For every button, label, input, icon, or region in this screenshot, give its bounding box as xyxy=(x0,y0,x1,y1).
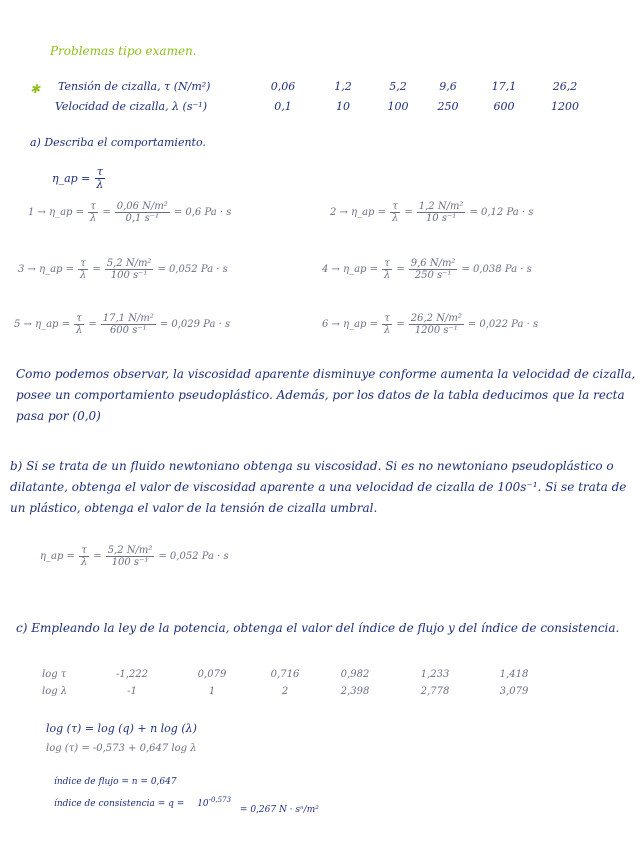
calc-item-5: 5 → η_ap = $\frac{\tau}{\lambda}$ = $\frac{\text{17,1 N/m²}}{\text{600 s⁻¹}}$ = 0,029 Pa · s xyxy=(14,313,231,336)
table-cell: 1200 xyxy=(551,100,579,113)
calc-num: τ xyxy=(392,201,398,212)
calc-result: = 0,6 Pa · s xyxy=(173,207,232,218)
consistency-index xyxy=(54,796,319,815)
calc-num: τ xyxy=(384,313,390,324)
calc-num: τ xyxy=(80,258,86,269)
table-cell: 2,398 xyxy=(340,686,370,697)
calc-num: 1,2 N/m² xyxy=(418,201,464,212)
consistency-exponent: -0,573 xyxy=(208,796,232,804)
calc-prefix: η_ap = xyxy=(40,551,75,562)
calc-item-4: 4 → η_ap = $\frac{\tau}{\lambda}$ = $\frac{\text{9,6 N/m²}}{\text{250 s⁻¹}}$ = 0,038 Pa · s xyxy=(322,258,532,281)
calc-num: τ xyxy=(81,545,87,556)
table-cell: 0,982 xyxy=(340,669,370,680)
calc-num: 17,1 N/m² xyxy=(102,313,154,324)
formula-denominator: λ xyxy=(96,178,104,192)
calc-den: 1200 s⁻¹ xyxy=(414,325,458,336)
shear-stress-label: Tensión de cizalla, τ (N/m²) xyxy=(58,80,211,93)
calc-result: = 0,022 Pa · s xyxy=(467,319,539,330)
table-cell: 0,079 xyxy=(197,669,227,680)
calc-prefix: 6 → η_ap = xyxy=(322,319,379,330)
consistency-label: índice de consistencia = q = xyxy=(54,799,185,809)
log-lambda-label: log λ xyxy=(42,686,68,697)
table-cell: 2,778 xyxy=(420,686,450,697)
calc-result: = 0,052 Pa · s xyxy=(157,264,228,275)
calc-result: = 0,029 Pa · s xyxy=(159,319,231,330)
table-cell: 1,2 xyxy=(334,80,352,93)
calc-prefix: 4 → η_ap = xyxy=(322,264,379,275)
table-cell: 26,2 xyxy=(552,80,578,93)
calc-den: λ xyxy=(392,213,399,224)
part-b-calculation: η_ap = $\frac{\tau}{\lambda}$ = $\frac{\text{5,2 N/m²}}{\text{100 s⁻¹}}$ = 0,052 Pa · s xyxy=(40,545,229,568)
table-cell: 17,1 xyxy=(491,80,517,93)
formula-lhs: η_ap = xyxy=(52,172,91,186)
part-b-heading: b) Si se trata de un fluido newtoniano obtenga su viscosidad. Si es no newtoniano pseudoplástico o dilatante, obtenga el valor de viscosidad aparente a una velocidad de cizalla de 100s⁻¹. Si se trata de un plástico, obtenga el valor de la tensión de cizalla umbral. xyxy=(10,459,627,515)
table-cell: 100 xyxy=(387,100,409,113)
calc-num: 26,2 N/m² xyxy=(410,313,462,324)
page-title: Problemas tipo examen. xyxy=(50,44,197,58)
flow-index: índice de flujo = n = 0,647 xyxy=(54,777,177,787)
part-a-conclusion: Como podemos observar, la viscosidad aparente disminuye conforme aumenta la velocidad de cizalla, posee un comportamiento pseudoplástico. Además, por los datos de la tabla deducimos que la recta pasa por (0,0) xyxy=(16,367,636,423)
table-cell: 1 xyxy=(208,686,216,697)
calc-den: 0,1 s⁻¹ xyxy=(125,213,160,224)
calc-result: = 0,12 Pa · s xyxy=(469,207,534,218)
calc-result: = 0,038 Pa · s xyxy=(461,264,532,275)
calc-num: τ xyxy=(90,201,96,212)
table-cell: 1,418 xyxy=(499,669,529,680)
calc-prefix: 5 → η_ap = xyxy=(14,319,71,330)
table-cell: 3,079 xyxy=(499,686,529,697)
calc-den: 600 s⁻¹ xyxy=(109,325,147,336)
calc-den: λ xyxy=(384,325,391,336)
calc-num: τ xyxy=(384,258,390,269)
calc-item-6: 6 → η_ap = $\frac{\tau}{\lambda}$ = $\frac{\text{26,2 N/m²}}{\text{1200 s⁻¹}}$ = 0,022 Pa · s xyxy=(322,313,539,336)
calc-den: λ xyxy=(80,557,88,568)
power-law-equation: log (τ) = log (q) + n log (λ) xyxy=(46,722,197,735)
fitted-equation: log (τ) = -0,573 + 0,647 log λ xyxy=(46,743,197,754)
calc-den: 10 s⁻¹ xyxy=(425,213,457,224)
table-cell: 250 xyxy=(437,100,459,113)
table-cell: 5,2 xyxy=(389,80,407,93)
part-a-heading: a) Describa el comportamiento. xyxy=(30,136,206,149)
calc-item-3: 3 → η_ap = $\frac{\tau}{\lambda}$ = $\frac{\text{5,2 N/m²}}{\text{100 s⁻¹}}$ = 0,052 Pa · s xyxy=(18,258,228,281)
consistency-result: = 0,267 N · sⁿ/m² xyxy=(239,805,319,815)
table-cell: 9,6 xyxy=(439,80,457,93)
calc-result: = 0,052 Pa · s xyxy=(158,551,229,562)
calc-den: λ xyxy=(384,270,391,281)
calc-prefix: 1 → η_ap = xyxy=(28,207,85,218)
calc-num: 5,2 N/m² xyxy=(106,258,152,269)
calc-den: 250 s⁻¹ xyxy=(414,270,452,281)
shear-rate-label: Velocidad de cizalla, λ (s⁻¹) xyxy=(55,100,207,113)
calc-num: τ xyxy=(76,313,82,324)
star-bullet: ✱ xyxy=(30,82,41,96)
calc-prefix: 3 → η_ap = xyxy=(18,264,75,275)
table-cell: 1,233 xyxy=(420,669,450,680)
table-cell: 600 xyxy=(493,100,515,113)
calc-item-2: 2 → η_ap = $\frac{\tau}{\lambda}$ = $\frac{\text{1,2 N/m²}}{\text{10 s⁻¹}}$ = 0,12 Pa · s xyxy=(330,201,534,224)
table-cell: 0,716 xyxy=(270,669,300,680)
table-cell: -1 xyxy=(127,686,137,697)
calc-num: 0,06 N/m² xyxy=(116,201,168,212)
table-cell: 2 xyxy=(281,686,289,697)
calc-prefix: 2 → η_ap = xyxy=(330,207,387,218)
formula-numerator: τ xyxy=(96,165,103,178)
calc-item-1: 1 → η_ap = $\frac{\tau}{\lambda}$ = $\frac{\text{0,06 N/m²}}{\text{0,1 s⁻¹}}$ = 0,6 Pa · s xyxy=(28,201,232,224)
table-cell: 0,06 xyxy=(270,80,296,93)
calc-den: 100 s⁻¹ xyxy=(110,270,148,281)
consistency-base: 10 xyxy=(197,799,209,809)
table-cell: -1,222 xyxy=(115,669,148,680)
calc-num: 5,2 N/m² xyxy=(107,545,153,556)
table-cell: 0,1 xyxy=(274,100,292,113)
calc-den: λ xyxy=(90,213,97,224)
log-tau-label: log τ xyxy=(42,669,67,680)
apparent-viscosity-formula xyxy=(52,166,105,191)
calc-num: 9,6 N/m² xyxy=(410,258,456,269)
table-cell: 10 xyxy=(336,100,350,113)
calc-den: λ xyxy=(80,270,87,281)
calc-den: λ xyxy=(76,325,83,336)
part-c-heading: c) Empleando la ley de la potencia, obtenga el valor del índice de flujo y del índice de consistencia. xyxy=(16,621,620,635)
calc-den: 100 s⁻¹ xyxy=(111,557,149,568)
